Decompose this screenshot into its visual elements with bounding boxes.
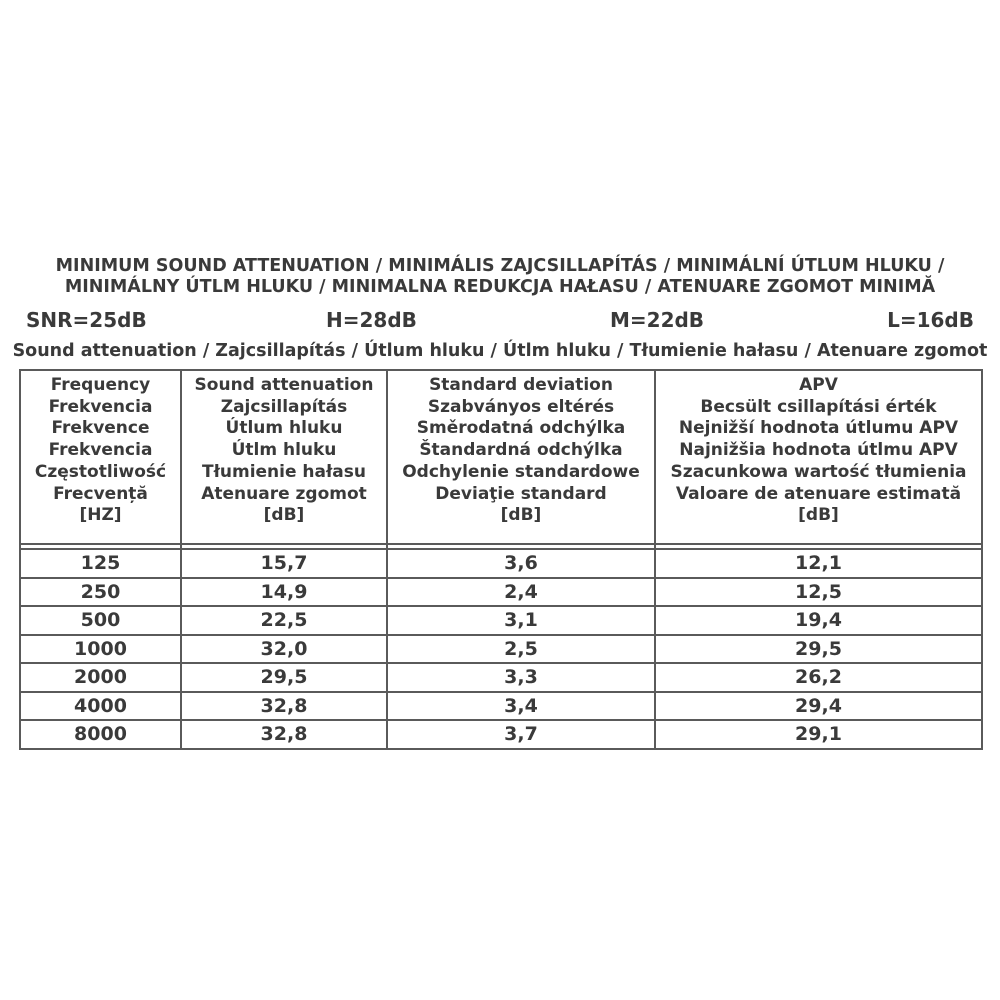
- cell-apv: 29,5: [655, 635, 982, 664]
- cell-attenuation: 32,8: [181, 720, 387, 749]
- table-row: [20, 692, 982, 721]
- header-line: Standard deviation: [429, 375, 613, 395]
- cell-attenuation: 14,9: [181, 578, 387, 607]
- header-line: Szabványos eltérés: [427, 396, 615, 417]
- table-row: [20, 578, 982, 607]
- cell-frequency: 1000: [20, 635, 181, 664]
- attenuation-table: [19, 369, 983, 750]
- header-line: Štandardná odchýlka: [419, 440, 623, 461]
- cell-frequency: 8000: [20, 720, 181, 749]
- header-standard-deviation: [387, 370, 655, 544]
- ratings-row: [26, 308, 974, 334]
- cell-attenuation: 15,7: [181, 549, 387, 578]
- cell-apv: 29,4: [655, 692, 982, 721]
- cell-attenuation: 32,0: [181, 635, 387, 664]
- header-line: Sound attenuation: [194, 375, 374, 395]
- header-line: Frequency: [50, 375, 151, 395]
- table-subtitle: Sound attenuation / Zajcsillapítás / Útlum hluku / Útlm hluku / Tłumienie hałasu / Atenuare zgomot: [12, 341, 988, 361]
- snr-rating: SNR=25dB: [26, 308, 147, 332]
- cell-deviation: 3,3: [387, 663, 655, 692]
- header-line: Útlum hluku: [225, 418, 343, 439]
- header-line: Frekvencia: [48, 396, 153, 417]
- header-line: Frekvencia: [48, 440, 153, 461]
- header-unit: [HZ]: [79, 505, 122, 526]
- cell-frequency: 125: [20, 549, 181, 578]
- header-line: APV: [799, 375, 838, 395]
- cell-frequency: 250: [20, 578, 181, 607]
- cell-apv: 19,4: [655, 606, 982, 635]
- header-unit: [dB]: [500, 505, 542, 526]
- title-line-1: MINIMUM SOUND ATTENUATION / MINIMÁLIS ZAJCSILLAPÍTÁS / MINIMÁLNÍ ÚTLUM HLUKU /: [55, 256, 945, 276]
- header-apv: [655, 370, 982, 544]
- header-line: Nejnižší hodnota útlumu APV: [678, 418, 959, 439]
- cell-deviation: 3,1: [387, 606, 655, 635]
- h-rating: H=28dB: [326, 308, 417, 332]
- table-row: [20, 663, 982, 692]
- header-line: Szacunkowa wartość tłumienia: [670, 461, 967, 482]
- header-line: Směrodatná odchýlka: [416, 418, 626, 439]
- header-frequency: [20, 370, 181, 544]
- header-unit: [dB]: [263, 505, 305, 526]
- table-row: [20, 549, 982, 578]
- cell-deviation: 3,6: [387, 549, 655, 578]
- header-line: Deviaţie standard: [435, 483, 607, 504]
- cell-frequency: 2000: [20, 663, 181, 692]
- m-rating: M=22dB: [610, 308, 705, 332]
- header-line: Frekvence: [51, 418, 150, 439]
- header-sound-attenuation: [181, 370, 387, 544]
- header-line: Zajcsillapítás: [220, 396, 348, 417]
- cell-attenuation: 22,5: [181, 606, 387, 635]
- cell-deviation: 3,7: [387, 720, 655, 749]
- header-line: Útlm hluku: [231, 440, 337, 461]
- table-row: [20, 720, 982, 749]
- cell-frequency: 500: [20, 606, 181, 635]
- cell-deviation: 3,4: [387, 692, 655, 721]
- cell-attenuation: 29,5: [181, 663, 387, 692]
- cell-deviation: 2,4: [387, 578, 655, 607]
- cell-frequency: 4000: [20, 692, 181, 721]
- cell-apv: 29,1: [655, 720, 982, 749]
- cell-apv: 12,5: [655, 578, 982, 607]
- header-line: Częstotliwość: [34, 461, 167, 482]
- header-line: Najnižšia hodnota útlmu APV: [679, 440, 958, 461]
- header-line: Valoare de atenuare estimată: [675, 483, 962, 504]
- header-row: [20, 370, 982, 544]
- table-row: [20, 606, 982, 635]
- cell-apv: 12,1: [655, 549, 982, 578]
- header-unit: [dB]: [798, 505, 839, 526]
- table-row: [20, 635, 982, 664]
- l-rating: L=16dB: [887, 308, 974, 332]
- cell-apv: 26,2: [655, 663, 982, 692]
- header-line: Frecvență: [53, 483, 148, 504]
- header-line: Atenuare zgomot: [201, 483, 367, 504]
- header-line: Odchylenie standardowe: [402, 461, 640, 482]
- cell-attenuation: 32,8: [181, 692, 387, 721]
- header-line: Becsült csillapítási érték: [700, 396, 937, 417]
- title-line-2: MINIMÁLNY ÚTLM HLUKU / MINIMALNA REDUKCJA HAŁASU / ATENUARE ZGOMOT MINIMĂ: [64, 277, 936, 297]
- cell-deviation: 2,5: [387, 635, 655, 664]
- header-line: Tłumienie hałasu: [201, 461, 367, 482]
